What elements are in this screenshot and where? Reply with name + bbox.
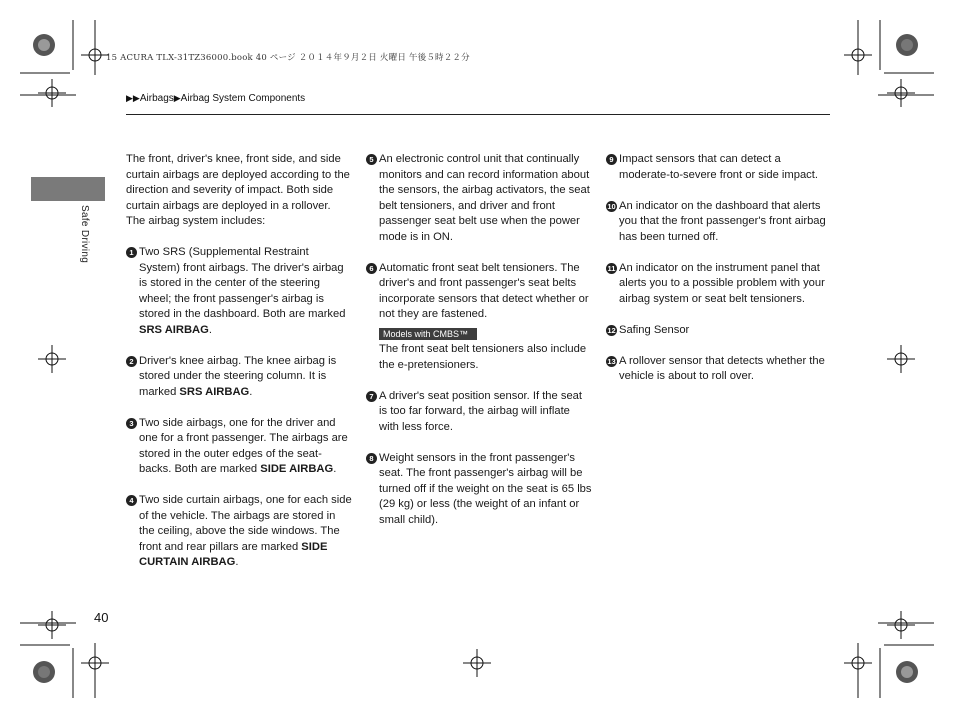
number-badge-icon: 9 [606,154,617,165]
item-end: . [208,323,212,336]
component-item-8 [366,451,592,529]
column-2 [366,152,592,528]
component-item-10 [606,199,832,246]
item-end: . [249,385,253,398]
item-marking: SRS AIRBAG [179,385,250,398]
page-number: 40 [94,610,109,625]
item-marking: SIDE CURTAIN AIRBAG [139,540,328,568]
item-marking: SRS AIRBAG [139,323,209,336]
component-item-1 [126,245,352,338]
number-badge-icon: 1 [126,247,137,258]
item-text: Two side curtain airbags, one for each side of the vehicle. The airbags are stored in the ceiling, above the side windows. The front and rear pillars are marked [139,494,352,553]
breadcrumb-page: Airbag System Components [180,93,306,104]
component-item-13 [606,354,832,385]
item-text: Two side airbags, one for the driver and one for a front passenger. The airbags are stored in the outer edges of the seat-backs. Both are marked [139,416,348,475]
column-3 [606,152,832,385]
number-badge-icon: 5 [366,154,377,165]
section-tab [31,177,105,201]
item-text: Automatic front seat belt tensioners. The driver's and front passenger's seat belts incorporate sensors that detect whether or not they are fastened. [379,261,589,320]
number-badge-icon: 13 [607,356,616,366]
model-note: The front seat belt tensioners also include the e-pretensioners. [379,343,587,371]
item-text: Safing Sensor [619,323,690,336]
number-badge-icon: 3 [126,418,137,429]
item-text: An indicator on the dashboard that alerts you that the front passenger's front airbag has been turned off. [619,199,826,243]
number-badge-icon: 10 [607,201,616,211]
item-text: A driver's seat position sensor. If the seat is too far forward, the airbag will inflate with less force. [379,389,582,433]
component-item-6 [366,261,592,374]
item-text: Impact sensors that can detect a moderate-to-severe front or side impact. [619,153,818,181]
header-rule [126,114,830,115]
breadcrumb-section[interactable]: Airbags [139,93,174,104]
item-text: Driver's knee airbag. The knee airbag is stored under the steering column. It is marked [139,354,337,398]
number-badge-icon: 12 [607,325,616,335]
breadcrumb [126,93,305,104]
component-item-2 [126,354,352,401]
number-badge-icon: 11 [607,263,616,273]
number-badge-icon: 2 [126,356,137,367]
component-item-12 [606,323,832,339]
breadcrumb-separator: ▶ [173,93,181,103]
component-item-3 [126,416,352,478]
number-badge-icon: 4 [126,495,137,506]
number-badge-icon: 7 [366,391,377,402]
item-end: . [333,463,337,475]
number-badge-icon: 6 [366,263,377,274]
item-text: An electronic control unit that continually monitors and can record information about the sensors, the airbag activators, the seat belt tensioners, and driver and front passenger seat belt use when the power mode is in ON. [379,153,590,243]
number-badge-icon: 8 [366,453,377,464]
component-item-9 [606,152,832,183]
breadcrumb-marker: ▶▶ [126,93,140,103]
model-badge: Models with CMBS™ [379,328,477,340]
section-side-label: Safe Driving [79,205,90,264]
component-item-11 [606,261,832,308]
item-text: Two SRS (Supplemental Restraint System) front airbags. The driver's airbag is stored in the center of the steering wheel; the front passenger's airbag is stored in the dashboard. Both are marked [139,246,346,320]
item-marking: SIDE AIRBAG [260,463,334,475]
item-text: A rollover sensor that detects whether the vehicle is about to roll over. [619,354,825,382]
item-end: . [235,556,239,568]
component-item-4 [126,493,352,571]
item-text: An indicator on the instrument panel that alerts you to a possible problem with your airbag system or seat belt tensioners. [619,261,825,305]
item-text: Weight sensors in the front passenger's seat. The front passenger's airbag will be turned off if the weight on the seat is 65 lbs (29 kg) or less (the weight of an infant or small child). [379,451,592,526]
column-1 [126,152,352,571]
component-item-5 [366,152,592,245]
intro-paragraph: The front, driver's knee, front side, and side curtain airbags are deployed according to the direction and severity of impact. Both side curtain airbags are deployed in a rollover. The airbag system includes: [126,153,350,227]
print-header: 15 ACURA TLX-31TZ36000.book 40 ページ ２０１４年９月２日 火曜日 午後５時２２分 [106,53,470,63]
component-item-7 [366,389,592,436]
